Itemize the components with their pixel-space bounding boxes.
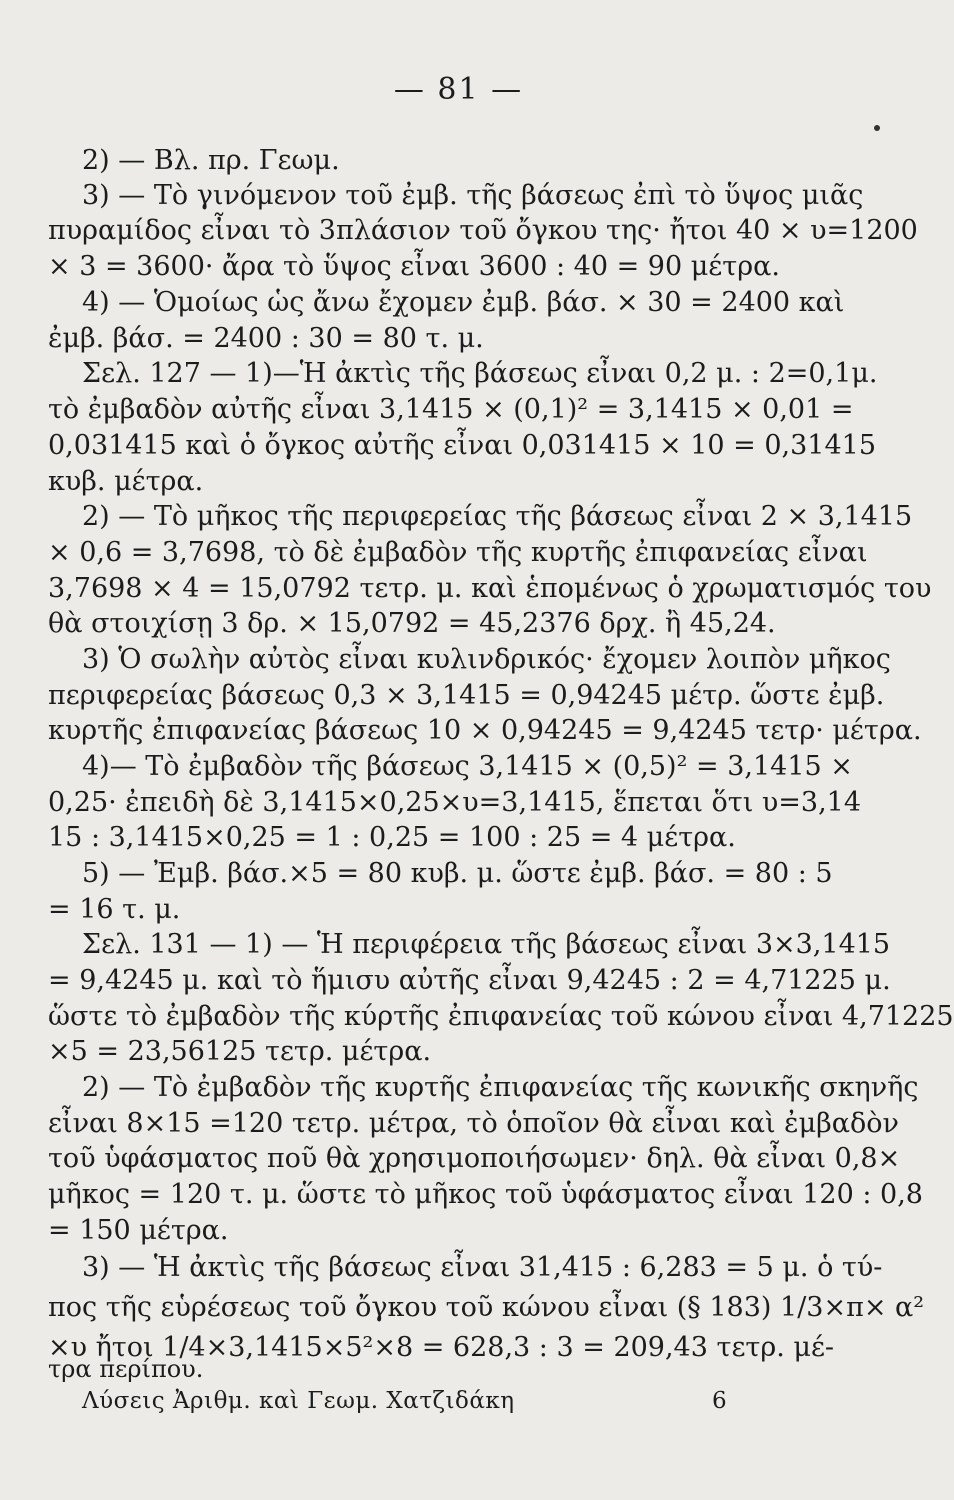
text-line: × 3 = 3600· ἄρα τὸ ὕψος εἶναι 3600 : 40 = 90 μέτρα. [48,251,780,282]
text-line: τρα περίπου. [48,1355,204,1383]
text-line: 5) — Ἐμβ. βάσ.×5 = 80 κυβ. μ. ὥστε ἐμβ. βάσ. = 80 : 5 [82,858,833,889]
text-line: × 0,6 = 3,7698, τὸ δὲ ἐμβαδὸν τῆς κυρτῆς ἐπιφανείας εἶναι [48,537,868,568]
text-line: τὸ ἐμβαδὸν αὐτῆς εἶναι 3,1415 × (0,1)² = 3,1415 × 0,01 = [48,394,854,425]
text-line: 4) — Ὁμοίως ὡς ἄνω ἔχομεν ἐμβ. βάσ. × 30 = 2400 καὶ [82,287,845,318]
text-line: περιφερείας βάσεως 0,3 × 3,1415 = 0,94245 μέτρ. ὥστε ἐμβ. [48,680,885,711]
text-line: μῆκος = 120 τ. μ. ὥστε τὸ μῆκος τοῦ ὑφάσματος εἶναι 120 : 0,8 [48,1179,923,1210]
text-line: θὰ στοιχίσῃ 3 δρ. × 15,0792 = 45,2376 δρχ. ἢ 45,24. [48,608,776,639]
page-number: — 81 — [393,72,524,107]
text-line: τοῦ ὑφάσματος ποῦ θὰ χρησιμοποιήσωμεν· δηλ. θὰ εἶναι 0,8× [48,1143,901,1174]
footer-title: Λύσεις Ἀριθμ. καὶ Γεωμ. Χατζιδάκη [82,1388,515,1414]
text-line: 2) — Τὸ ἐμβαδὸν τῆς κυρτῆς ἐπιφανείας τῆς κωνικῆς σκηνῆς [82,1072,919,1103]
text-line: 3) Ὁ σωλὴν αὐτὸς εἶναι κυλινδρικός· ἔχομεν λοιπὸν μῆκος [82,644,891,675]
text-line: πυραμίδος εἶναι τὸ 3πλάσιον τοῦ ὄγκου της· ἤτοι 40 × υ=1200 [48,215,918,246]
text-line: 0,25· ἐπειδὴ δὲ 3,1415×0,25×υ=3,1415, ἕπεται ὅτι υ=3,14 [48,787,862,818]
text-line: κυβ. μέτρα. [48,466,204,497]
text-line: Σελ. 127 — 1)—Ἡ ἀκτὶς τῆς βάσεως εἶναι 0,2 μ. : 2=0,1μ. [82,358,878,389]
text-line: ×5 = 23,56125 τετρ. μέτρα. [48,1036,432,1067]
text-line: ἐμβ. βάσ. = 2400 : 30 = 80 τ. μ. [48,323,484,354]
text-line: = 9,4245 μ. καὶ τὸ ἥμισυ αὐτῆς εἶναι 9,4245 : 2 = 4,71225 μ. [48,965,891,996]
text-line: πος τῆς εὑρέσεως τοῦ ὄγκου τοῦ κώνου εἶναι (§ 183) 1/3×π× α² [48,1292,925,1323]
text-line: ×υ ἤτοι 1/4×3,1415×5²×8 = 628,3 : 3 = 209,43 τετρ. μέ- [48,1332,835,1363]
text-line: 0,031415 καὶ ὁ ὄγκος αὐτῆς εἶναι 0,031415 × 10 = 0,31415 [48,430,877,461]
text-line: ὥστε τὸ ἐμβαδὸν τῆς κύρτῆς ἐπιφανείας τοῦ κώνου εἶναι 4,71225 [48,1001,954,1032]
text-line: 2) — Βλ. πρ. Γεωμ. [82,145,340,176]
text-line: 2) — Τὸ μῆκος τῆς περιφερείας τῆς βάσεως εἶναι 2 × 3,1415 [82,501,913,532]
text-line: 15 : 3,1415×0,25 = 1 : 0,25 = 100 : 25 = 4 μέτρα. [48,822,736,853]
text-line: = 150 μέτρα. [48,1215,229,1246]
ink-speck [874,125,880,131]
text-line: 3) — Τὸ γινόμενον τοῦ ἐμβ. τῆς βάσεως ἐπὶ τὸ ὕψος μιᾶς [82,180,864,211]
text-line: Σελ. 131 — 1) — Ἡ περιφέρεια τῆς βάσεως εἶναι 3×3,1415 [82,929,891,960]
footer-signature-number: 6 [712,1388,727,1414]
text-line: = 16 τ. μ. [48,894,181,925]
text-line: 3) — Ἡ ἀκτὶς τῆς βάσεως εἶναι 31,415 : 6,283 = 5 μ. ὁ τύ- [82,1252,883,1283]
text-line: 4)— Τὸ ἐμβαδὸν τῆς βάσεως 3,1415 × (0,5)² = 3,1415 × [82,751,853,782]
text-line: 3,7698 × 4 = 15,0792 τετρ. μ. καὶ ἑπομένως ὁ χρωματισμός του [48,573,932,604]
text-line: κυρτῆς ἐπιφανείας βάσεως 10 × 0,94245 = 9,4245 τετρ· μέτρα. [48,715,922,746]
text-line: εἶναι 8×15 =120 τετρ. μέτρα, τὸ ὁποῖον θὰ εἶναι καὶ ἐμβαδὸν [48,1108,899,1139]
